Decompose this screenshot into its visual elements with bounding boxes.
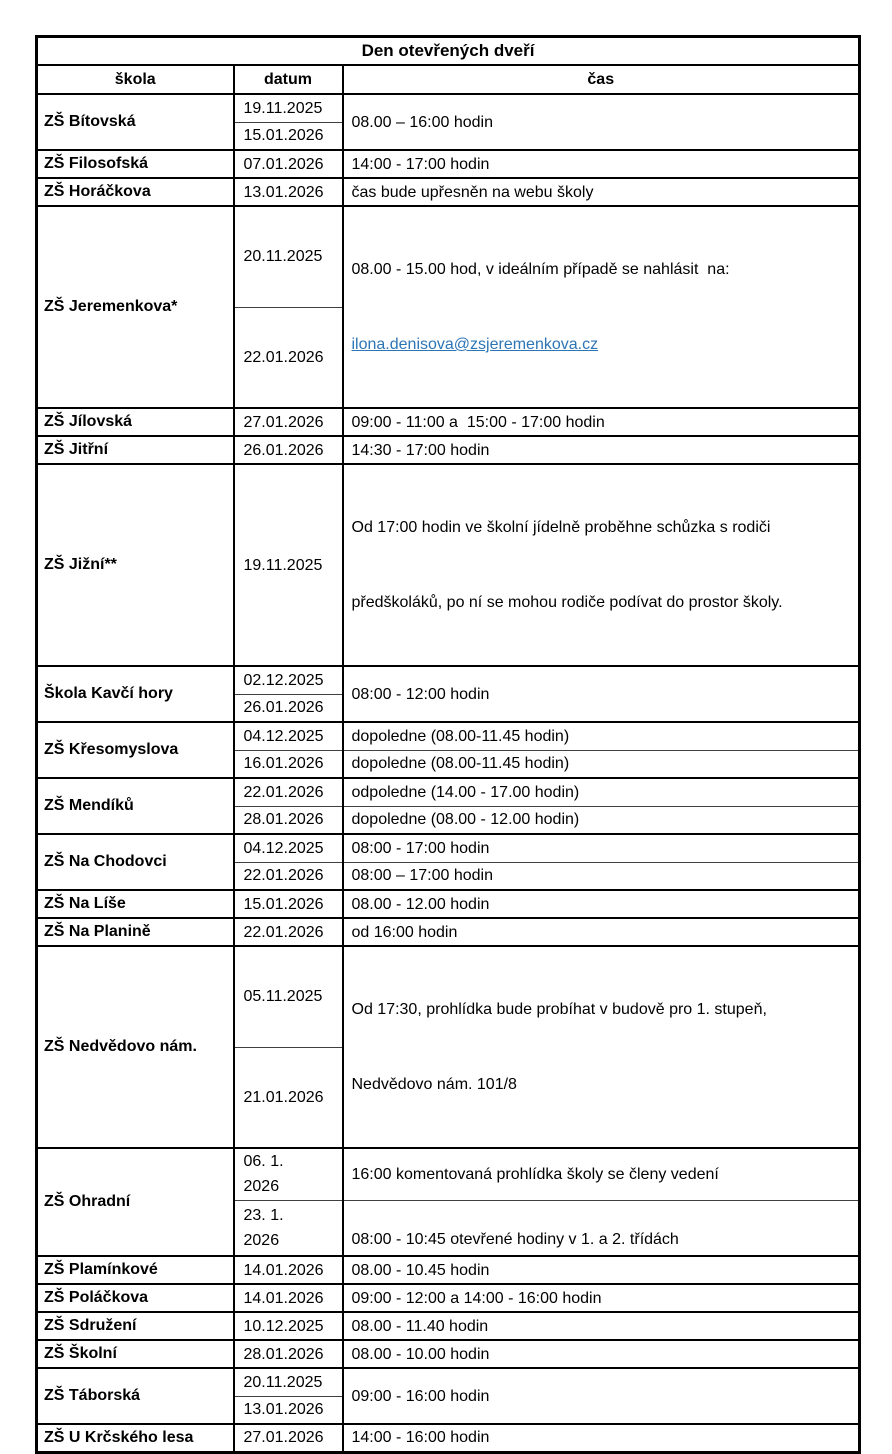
date-cell [234,1148,343,1200]
date-cell: 19.11.2025 [234,464,343,666]
column-header-time: čas [343,65,860,94]
date-cell: 16.01.2026 [234,750,343,778]
school-cell: ZŠ Školní [37,1340,234,1368]
date-cell: 15.01.2026 [234,122,343,150]
time-cell: 09:00 - 16:00 hodin [343,1368,860,1424]
time-cell: 08.00 - 10.00 hodin [343,1340,860,1368]
school-cell: ZŠ Jižní** [37,464,234,666]
time-cell: 08.00 - 12.00 hodin [343,890,860,918]
date-cell: 15.01.2026 [234,890,343,918]
school-cell: ZŠ Jitřní [37,436,234,464]
date-cell: 13.01.2026 [234,1396,343,1424]
date-cell: 02.12.2025 [234,666,343,694]
column-header-school: škola [37,65,234,94]
time-cell: čas bude upřesněn na webu školy [343,178,860,206]
date-cell [234,1200,343,1256]
school-cell: ZŠ Bítovská [37,94,234,150]
time-cell: odpoledne (14.00 - 17.00 hodin) [343,778,860,806]
school-cell: ZŠ U Krčského lesa [37,1424,234,1452]
time-cell: 09:00 - 11:00 a 15:00 - 17:00 hodin [343,408,860,436]
date-cell: 14.01.2026 [234,1256,343,1284]
time-cell: 14:00 - 17:00 hodin [343,150,860,178]
column-header-date: datum [234,65,343,94]
date-cell: 14.01.2026 [234,1284,343,1312]
time-cell [343,206,860,408]
date-cell: 20.11.2025 [234,206,343,307]
date-text-line: 2026 [243,1178,280,1196]
school-cell: ZŠ Sdružení [37,1312,234,1340]
time-cell: 08:00 – 17:00 hodin [343,862,860,890]
date-cell: 04.12.2025 [234,722,343,750]
date-cell: 28.01.2026 [234,806,343,834]
table-title: Den otevřených dveří [37,37,860,66]
date-cell: 10.12.2025 [234,1312,343,1340]
date-cell: 28.01.2026 [234,1340,343,1368]
time-cell: 08.00 – 16:00 hodin [343,94,860,150]
date-cell: 27.01.2026 [234,1424,343,1452]
time-cell: 14:00 - 16:00 hodin [343,1424,860,1452]
date-cell: 04.12.2025 [234,834,343,862]
date-cell: 26.01.2026 [234,694,343,722]
time-text-line: předškoláků, po ní se mohou rodiče podívat do prostor školy. [351,594,783,611]
school-cell: ZŠ Mendíků [37,778,234,834]
email-link[interactable]: ilona.denisova@zsjeremenkova.cz [351,336,599,353]
time-cell: 08:00 - 10:45 otevřené hodiny v 1. a 2. třídách [343,1200,860,1256]
time-cell: od 16:00 hodin [343,918,860,946]
date-cell: 22.01.2026 [234,307,343,408]
date-cell: 22.01.2026 [234,862,343,890]
date-cell: 20.11.2025 [234,1368,343,1396]
school-cell: ZŠ Horáčkova [37,178,234,206]
date-cell: 05.11.2025 [234,946,343,1047]
school-cell: ZŠ Poláčkova [37,1284,234,1312]
time-cell: 08:00 - 12:00 hodin [343,666,860,722]
school-cell: ZŠ Táborská [37,1368,234,1424]
time-text-line: Od 17:30, prohlídka bude probíhat v budově pro 1. stupeň, [351,1001,767,1018]
date-cell: 22.01.2026 [234,778,343,806]
date-cell: 21.01.2026 [234,1047,343,1148]
time-cell: dopoledne (08.00 - 12.00 hodin) [343,806,860,834]
school-cell: ZŠ Nedvědovo nám. [37,946,234,1148]
school-cell: ZŠ Jeremenkova* [37,206,234,408]
date-cell: 13.01.2026 [234,178,343,206]
school-cell: ZŠ Na Líše [37,890,234,918]
school-cell: ZŠ Křesomyslova [37,722,234,778]
time-cell: 08.00 - 10.45 hodin [343,1256,860,1284]
time-cell: 08:00 - 17:00 hodin [343,834,860,862]
school-cell: ZŠ Na Planině [37,918,234,946]
time-text-line: Nedvědovo nám. 101/8 [351,1076,517,1093]
time-cell: 16:00 komentovaná prohlídka školy se členy vedení [343,1148,860,1200]
time-cell: 14:30 - 17:00 hodin [343,436,860,464]
time-cell: dopoledne (08.00-11.45 hodin) [343,722,860,750]
date-cell: 26.01.2026 [234,436,343,464]
date-cell: 07.01.2026 [234,150,343,178]
time-cell: dopoledne (08.00-11.45 hodin) [343,750,860,778]
school-cell: ZŠ Plamínkové [37,1256,234,1284]
date-text-line: 23. 1. [243,1206,284,1224]
time-text-line: 08.00 - 15.00 hod, v ideálním případě se nahlásit na: [351,261,730,278]
date-text-line: 06. 1. [243,1153,284,1171]
open-day-table [35,35,861,1454]
school-cell: Škola Kavčí hory [37,666,234,722]
time-text-line: Od 17:00 hodin ve školní jídelně proběhne schůzka s rodiči [351,519,771,536]
school-cell: ZŠ Ohradní [37,1148,234,1256]
time-cell [343,946,860,1148]
date-cell: 19.11.2025 [234,94,343,122]
date-text-line: 2026 [243,1231,280,1249]
date-cell: 22.01.2026 [234,918,343,946]
school-cell: ZŠ Jílovská [37,408,234,436]
time-cell: 09:00 - 12:00 a 14:00 - 16:00 hodin [343,1284,860,1312]
school-cell: ZŠ Filosofská [37,150,234,178]
time-cell [343,464,860,666]
school-cell: ZŠ Na Chodovci [37,834,234,890]
time-cell: 08.00 - 11.40 hodin [343,1312,860,1340]
date-cell: 27.01.2026 [234,408,343,436]
